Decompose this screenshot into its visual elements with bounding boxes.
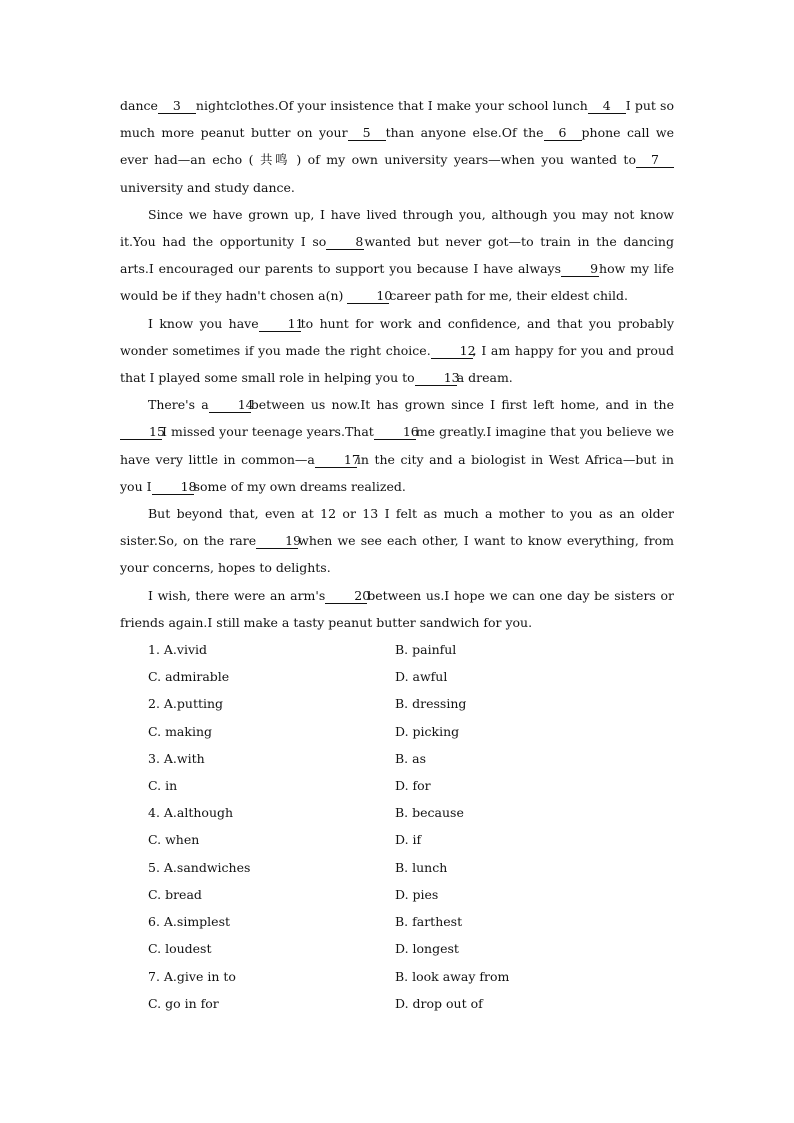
option-row [120, 990, 674, 1017]
blank-number: 11 [259, 317, 301, 332]
passage-text: a dream. [456, 370, 513, 386]
cloze-passage [120, 92, 674, 636]
blank-number: 14 [209, 398, 251, 413]
passage-text: how my life would be if they hadn't chosen a(n) [120, 261, 674, 304]
blank-number: 8 [326, 235, 364, 250]
passage-text: between us.I hope we can one day be sisters or friends again.I still make a tasty peanut butter sandwich for you. [120, 587, 674, 630]
option-row [120, 718, 674, 745]
blank-number: 5 [348, 126, 386, 141]
passage-text: to hunt for work and confidence, and that you probably wonder sometimes if you made the right choice. [120, 315, 675, 358]
passage-text: dance [120, 98, 158, 113]
option-left: 4. A.although [148, 805, 234, 821]
blank-number: 16 [374, 425, 416, 440]
option-right: D. for [395, 778, 431, 794]
blank-number: 19 [256, 534, 298, 549]
option-left: C. making [148, 723, 212, 739]
passage-text: career path for me, their eldest child. [389, 288, 628, 304]
option-row [120, 963, 674, 990]
option-right: B. painful [395, 642, 457, 658]
option-row [120, 908, 674, 935]
blank-number: 3 [158, 99, 196, 114]
passage-paragraph [120, 500, 674, 582]
option-left: C. when [148, 832, 200, 848]
option-left: 7. A.give in to [148, 968, 236, 984]
passage-text: nightclothes.Of your insistence that I make your school lunch [195, 98, 588, 113]
blank-number: 20 [325, 589, 367, 604]
option-left: C. go in for [148, 995, 219, 1011]
option-left: C. admirable [148, 669, 230, 685]
option-row [120, 826, 674, 853]
passage-text: Since we have grown up, I have lived through you, although you may not know it.You had the opportunity I so [120, 206, 674, 250]
blank-number: 6 [544, 126, 582, 141]
option-right: B. as [395, 750, 426, 766]
passage-text: wanted but never got—to train in the dancing arts.I encouraged our parents to support you because I have always [120, 234, 674, 277]
passage-text: some of my own dreams realized. [193, 478, 406, 494]
option-right: B. look away from [395, 968, 510, 984]
option-row [120, 772, 674, 799]
option-row [120, 745, 674, 772]
option-left: C. in [148, 778, 178, 794]
option-left: 3. A.with [148, 750, 205, 766]
answer-options [120, 636, 674, 1017]
option-right: B. because [395, 805, 464, 821]
passage-text: in the city and a biologist in West Africa—but in you I [120, 451, 674, 494]
blank-number: 10 [347, 289, 389, 304]
blank-number: 7 [636, 153, 674, 168]
option-right: D. awful [395, 669, 448, 685]
option-row [120, 690, 674, 717]
option-right: D. pies [395, 886, 439, 902]
passage-paragraph [120, 201, 674, 310]
passage-text: I missed your teenage years.That [162, 424, 374, 440]
option-row [120, 854, 674, 881]
blank-number: 12 [431, 344, 473, 359]
blank-number: 18 [152, 480, 194, 495]
passage-paragraph [120, 310, 674, 392]
blank-number: 4 [588, 99, 626, 114]
blank-number: 15 [120, 425, 162, 440]
option-left: 2. A.putting [148, 696, 224, 712]
option-right: D. drop out of [395, 995, 483, 1011]
option-row [120, 935, 674, 962]
passage-text: There's a [148, 397, 209, 413]
option-left: 5. A.sandwiches [148, 859, 251, 875]
option-left: 1. A.vivid [148, 642, 208, 658]
passage-text: me greatly.I imagine that you believe we have very little in common—a [120, 424, 674, 467]
blank-number: 9 [561, 262, 599, 277]
blank-number: 13 [415, 371, 457, 386]
option-right: B. farthest [395, 914, 463, 930]
passage-text: between us now.It has grown since I first left home, and in the [250, 397, 675, 413]
option-right: D. picking [395, 723, 460, 739]
option-right: D. longest [395, 941, 459, 957]
passage-paragraph [120, 92, 674, 201]
option-row [120, 663, 674, 690]
passage-text: But beyond that, even at 12 or 13 I felt as much a mother to you as an older sister.So, on the rare [120, 506, 674, 549]
option-left: 6. A.simplest [148, 914, 231, 930]
passage-text: I put so much more peanut butter on your [120, 98, 674, 141]
passage-text: than anyone else.Of the [385, 125, 544, 141]
blank-number: 17 [315, 453, 357, 468]
passage-paragraph [120, 582, 674, 636]
passage-text: , I am happy for you and proud that I played some small role in helping you to [120, 342, 674, 386]
option-right: B. dressing [395, 696, 467, 712]
option-row [120, 799, 674, 826]
passage-text: I wish, there were an arm's [148, 587, 326, 603]
option-right: D. if [395, 832, 422, 848]
passage-text: I know you have [148, 315, 259, 331]
option-left: C. bread [148, 886, 202, 902]
passage-text: when we see each other, I want to know everything, from your concerns, hopes to delights. [120, 533, 674, 576]
option-row [120, 881, 674, 908]
option-row [120, 636, 674, 663]
passage-text: university and study dance. [120, 179, 295, 195]
passage-text: phone call we ever had—an echo ( 共鸣 ) of my own university years—when you wanted to [120, 125, 674, 168]
document-page [120, 92, 674, 1017]
option-left: C. loudest [148, 941, 212, 957]
option-right: B. lunch [395, 859, 448, 875]
passage-paragraph [120, 391, 674, 500]
